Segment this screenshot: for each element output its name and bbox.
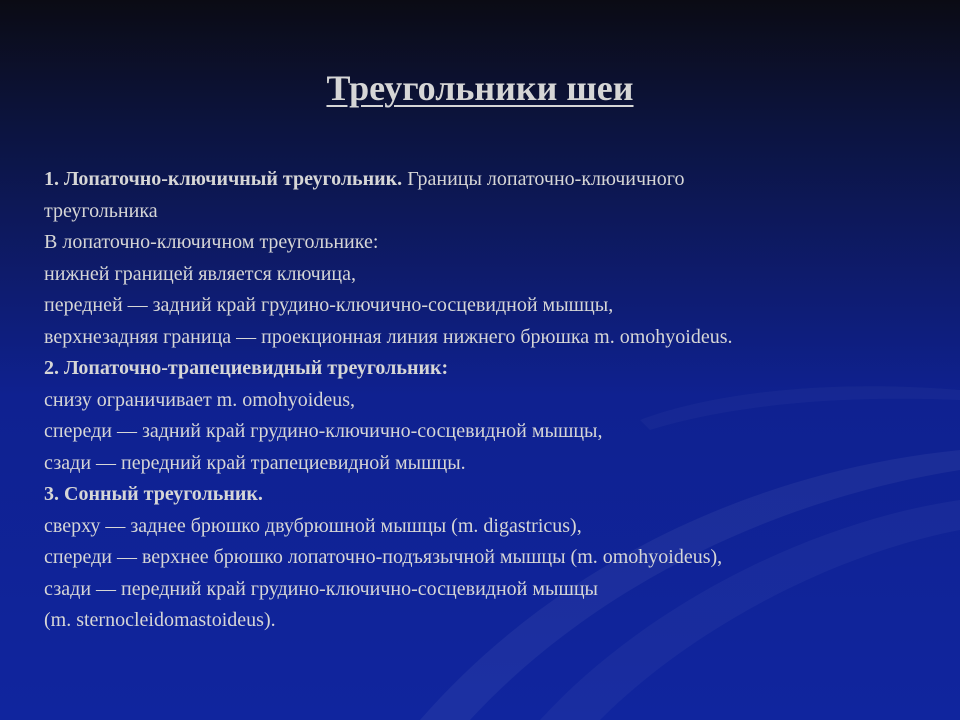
section-3-line-1: сверху — заднее брюшко двубрюшной мышцы (m. digastricus), xyxy=(44,514,582,537)
section-3-line-3: сзади — передний край грудино-ключично-сосцевидной мышцы xyxy=(44,577,598,600)
section-3-heading: 3. Сонный треугольник. xyxy=(44,483,263,505)
section-1-line-5: верхнезадняя граница — проекционная линия нижнего брюшка m. omohyoideus. xyxy=(44,325,733,348)
section-1-heading: 1. Лопаточно-ключичный треугольник. xyxy=(44,168,403,190)
section-3-line-4: (m. sternocleidomastoideus). xyxy=(44,609,276,631)
section-1-heading-rest: Границы лопаточно-ключичного xyxy=(402,168,685,190)
section-3-line-2: спереди — верхнее брюшко лопаточно-подъязычной мышцы (m. omohyoideus), xyxy=(44,546,723,568)
section-1-line-1: треугольника xyxy=(44,199,158,222)
section-2-line-3: сзади — передний край трапециевидной мышцы. xyxy=(44,451,466,474)
section-1-heading-line xyxy=(44,164,954,196)
slide-title-text: Треугольники шеи xyxy=(326,68,634,108)
section-2-heading: 2. Лопаточно-трапециевидный треугольник: xyxy=(44,357,449,379)
section-1-line-4: передней — задний край грудино-ключично-сосцевидной мышцы, xyxy=(44,294,614,316)
section-2-line-2: спереди — задний край грудино-ключично-сосцевидной мышцы, xyxy=(44,420,603,442)
section-3-heading-line xyxy=(44,479,954,511)
section-2-line-1: снизу ограничивает m. omohyoideus, xyxy=(44,388,356,411)
slide-content xyxy=(44,164,954,637)
section-2-heading-line xyxy=(44,353,954,385)
section-1-line-2: В лопаточно-ключичном треугольнике: xyxy=(44,231,379,253)
section-1-line-3: нижней границей является ключица, xyxy=(44,262,356,285)
slide-title xyxy=(0,66,960,110)
